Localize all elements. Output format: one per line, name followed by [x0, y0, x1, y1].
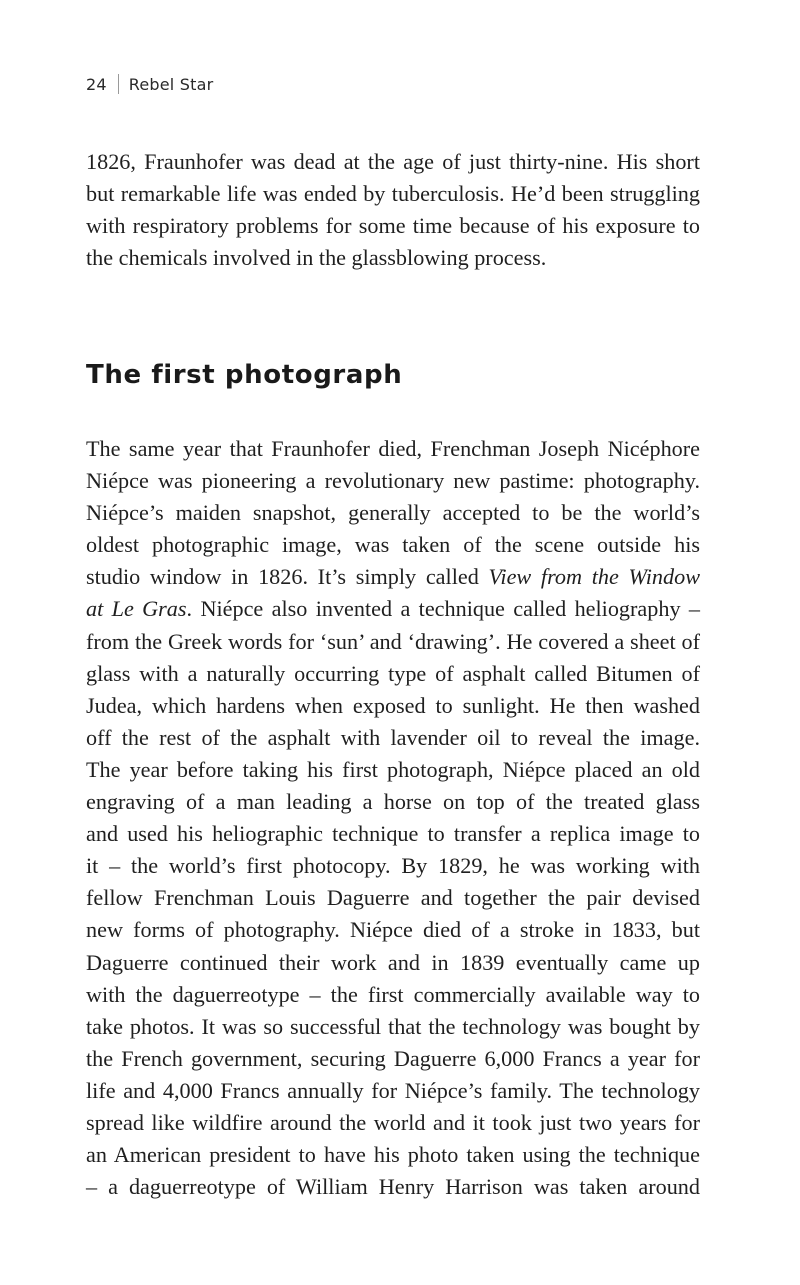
text-line: – a daguerreotype of William Henry Harrison was taken around — [86, 1174, 700, 1200]
text-line — [86, 593, 700, 625]
text-line: the French government, securing Daguerre 6,000 Francs a year for — [86, 1045, 700, 1071]
text-line: The same year that Fraunhofer died, Frenchman Joseph Nicéphore — [86, 436, 700, 461]
text-line: glass with a naturally occurring type of asphalt called Bitumen of — [86, 660, 700, 686]
text-line — [86, 561, 700, 593]
text-run: studio window in 1826. It’s simply called — [86, 564, 489, 590]
text-line: but remarkable life was ended by tuberculosis. He’d been struggling — [86, 181, 700, 207]
text-line: and used his heliographic technique to transfer a replica image to — [86, 821, 700, 847]
text-line: engraving of a man leading a horse on top of the treated glass — [86, 789, 700, 815]
text-line: Niépce was pioneering a revolutionary new pastime: photography. — [86, 468, 700, 494]
text-line: take photos. It was so successful that the technology was bought by — [86, 1013, 700, 1039]
text-line: new forms of photography. Niépce died of a stroke in 1833, but — [86, 917, 700, 943]
running-head — [86, 72, 213, 96]
text-line: an American president to have his photo taken using the technique — [86, 1142, 700, 1168]
text-line: life and 4,000 Francs annually for Niépce’s family. The technology — [86, 1077, 700, 1103]
artwork-title: at Le Gras — [86, 596, 187, 622]
book-title: Rebel Star — [128, 74, 214, 94]
text-line: oldest photographic image, was taken of the scene outside his — [86, 532, 700, 558]
text-line: The year before taking his first photograph, Niépce placed an old — [86, 756, 700, 782]
text-line: it – the world’s first photocopy. By 1829, he was working with — [86, 853, 700, 879]
text-line: off the rest of the asphalt with lavender oil to reveal the image. — [86, 724, 700, 750]
paragraph-continued — [86, 146, 700, 274]
page-number: 24 — [86, 74, 107, 94]
artwork-title: View from the Window — [488, 564, 700, 590]
text-line: Daguerre continued their work and in 1839 eventually came up — [86, 949, 700, 975]
text-line: fellow Frenchman Louis Daguerre and together the pair devised — [86, 885, 700, 911]
text-line: from the Greek words for ‘sun’ and ‘drawing’. He covered a sheet of — [86, 628, 700, 654]
text-run: . Niépce also invented a technique called heliography – — [186, 596, 700, 622]
text-line: with respiratory problems for some time because of his exposure to — [86, 213, 700, 239]
section-heading: The first photograph — [86, 360, 403, 390]
header-divider — [118, 74, 119, 94]
text-line: spread like wildfire around the world and it took just two years for — [86, 1109, 700, 1135]
text-line: with the daguerreotype – the first commercially available way to — [86, 981, 700, 1007]
paragraph-first-photograph — [86, 433, 700, 1203]
text-line: Judea, which hardens when exposed to sunlight. He then washed — [86, 692, 700, 718]
text-line: 1826, Fraunhofer was dead at the age of just thirty-nine. His short — [86, 149, 700, 174]
text-line: the chemicals involved in the glassblowing process. — [86, 245, 547, 271]
text-line: Niépce’s maiden snapshot, generally accepted to be the world’s — [86, 500, 700, 526]
